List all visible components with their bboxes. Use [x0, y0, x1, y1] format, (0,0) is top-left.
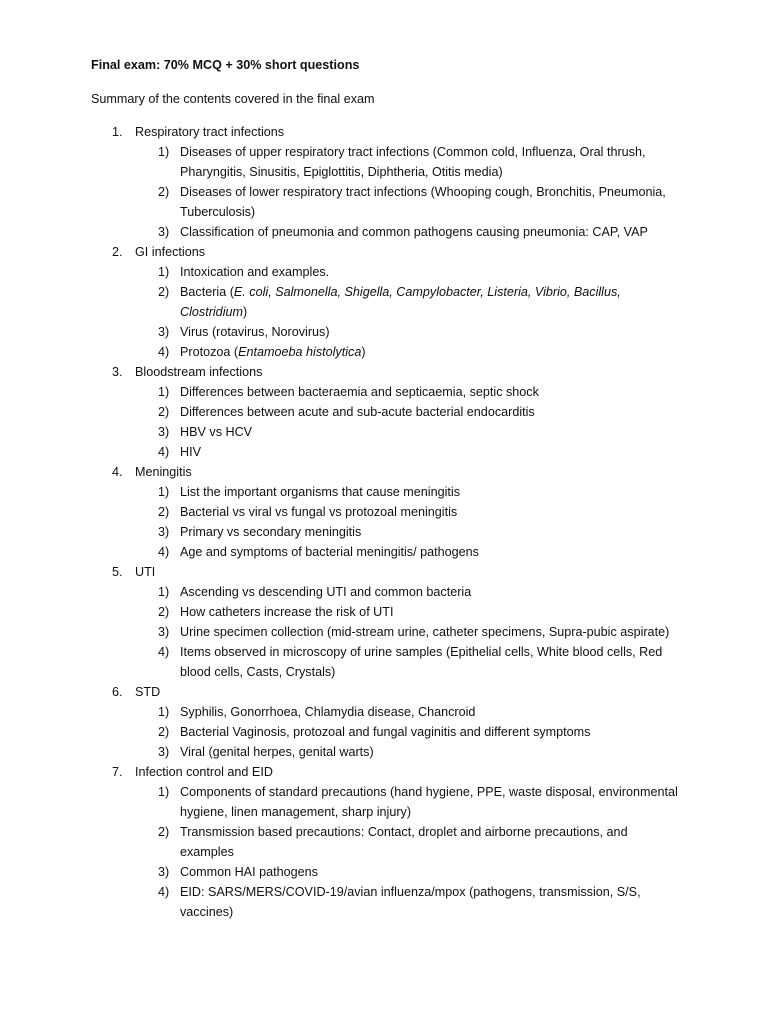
section-heading — [0, 122, 768, 142]
list-item — [0, 222, 680, 242]
section — [0, 762, 768, 922]
list-item — [0, 142, 680, 182]
item-text: HBV vs HCV — [180, 425, 253, 439]
list-item — [0, 382, 680, 402]
section-heading — [0, 362, 768, 382]
section-title: Meningitis — [135, 465, 192, 479]
section — [0, 462, 768, 562]
list-item — [0, 402, 680, 422]
item-number: 1) — [158, 385, 170, 399]
list-item — [0, 642, 680, 682]
item-text-suffix: ) — [361, 345, 366, 359]
item-text: Age and symptoms of bacterial meningitis/ pathogens — [180, 545, 479, 559]
section-heading — [0, 562, 768, 582]
section-title: UTI — [135, 565, 156, 579]
section-title: STD — [135, 685, 161, 699]
item-number: 4) — [158, 885, 170, 899]
section-number: 7. — [112, 765, 123, 779]
section-heading — [0, 462, 768, 482]
item-number: 1) — [158, 785, 170, 799]
section-title: Respiratory tract infections — [135, 125, 285, 139]
item-number: 4) — [158, 445, 170, 459]
list-item — [0, 282, 680, 322]
item-number: 1) — [158, 585, 170, 599]
item-number: 3) — [158, 425, 170, 439]
item-number: 2) — [158, 825, 170, 839]
list-item — [0, 262, 680, 282]
item-text-prefix: Protozoa ( — [180, 345, 239, 359]
item-text: Common HAI pathogens — [180, 865, 318, 879]
item-text-italic: E. coli, Salmonella, Shigella, Campylobacter, Listeria, Vibrio, Bacillus, Clostridium — [180, 285, 621, 319]
item-number: 4) — [158, 645, 170, 659]
section-heading — [0, 242, 768, 262]
item-text: EID: SARS/MERS/COVID-19/avian influenza/mpox (pathogens, transmission, S/S, vaccines) — [180, 885, 641, 919]
item-text: Syphilis, Gonorrhoea, Chlamydia disease, Chancroid — [180, 705, 476, 719]
section — [0, 682, 768, 762]
item-text: Bacterial Vaginosis, protozoal and fungal vaginitis and different symptoms — [180, 725, 591, 739]
list-item — [0, 782, 680, 822]
item-text: Urine specimen collection (mid-stream urine, catheter specimens, Supra-pubic aspirate) — [180, 625, 670, 639]
list-item — [0, 862, 680, 882]
item-text-prefix: Bacteria ( — [180, 285, 234, 299]
item-number: 2) — [158, 185, 170, 199]
item-number: 2) — [158, 605, 170, 619]
item-text: Differences between bacteraemia and septicaemia, septic shock — [180, 385, 539, 399]
list-item — [0, 582, 680, 602]
item-number: 3) — [158, 525, 170, 539]
item-text: Diseases of lower respiratory tract infections (Whooping cough, Bronchitis, Pneumonia, Tuberculosis) — [180, 185, 666, 219]
item-number: 4) — [158, 545, 170, 559]
item-number: 2) — [158, 405, 170, 419]
section-number: 4. — [112, 465, 123, 479]
item-text: Ascending vs descending UTI and common bacteria — [180, 585, 472, 599]
item-text: Items observed in microscopy of urine samples (Epithelial cells, White blood cells, Red blood cells, Casts, Crystals) — [180, 645, 663, 679]
item-text: How catheters increase the risk of UTI — [180, 605, 394, 619]
item-number: 1) — [158, 145, 170, 159]
list-item — [0, 542, 680, 562]
section — [0, 562, 768, 682]
item-text: HIV — [180, 445, 201, 459]
item-text: Transmission based precautions: Contact, droplet and airborne precautions, and examples — [180, 825, 628, 859]
list-item — [0, 702, 680, 722]
item-number: 3) — [158, 745, 170, 759]
section-heading — [0, 682, 768, 702]
list-item — [0, 182, 680, 222]
item-text-suffix: ) — [242, 305, 248, 319]
item-number: 1) — [158, 485, 170, 499]
list-item — [0, 522, 680, 542]
section-title: Bloodstream infections — [135, 365, 263, 379]
item-text: Components of standard precautions (hand hygiene, PPE, waste disposal, environmental hygiene, linen management, sharp injury) — [180, 785, 678, 819]
item-text: Differences between acute and sub-acute bacterial endocarditis — [180, 405, 535, 419]
item-text: Intoxication and examples. — [180, 265, 330, 279]
item-number: 1) — [158, 265, 170, 279]
item-number: 3) — [158, 625, 170, 639]
section-number: 5. — [112, 565, 123, 579]
item-number: 3) — [158, 325, 170, 339]
list-item — [0, 442, 680, 462]
item-text: Bacterial vs viral vs fungal vs protozoal meningitis — [180, 505, 458, 519]
list-item — [0, 882, 680, 922]
list-item — [0, 422, 680, 442]
section-number: 1. — [112, 125, 123, 139]
list-item — [0, 342, 680, 362]
item-text: List the important organisms that cause meningitis — [180, 485, 460, 499]
item-number: 2) — [158, 505, 170, 519]
section-number: 3. — [112, 365, 123, 379]
section-title: Infection control and EID — [135, 765, 273, 779]
item-number: 3) — [158, 865, 170, 879]
list-item — [0, 742, 680, 762]
item-text: Primary vs secondary meningitis — [180, 525, 362, 539]
section-title: GI infections — [135, 245, 205, 259]
list-item — [0, 722, 680, 742]
list-item — [0, 502, 680, 522]
list-item — [0, 622, 680, 642]
item-number: 3) — [158, 225, 170, 239]
item-text-italic: Entamoeba histolytica — [238, 345, 362, 359]
section — [0, 362, 768, 462]
section — [0, 242, 768, 362]
list-item — [0, 602, 680, 622]
list-item — [0, 822, 680, 862]
exam-heading: Final exam: 70% MCQ + 30% short questions — [91, 58, 360, 72]
item-text: Viral (genital herpes, genital warts) — [180, 745, 374, 759]
item-number: 4) — [158, 345, 170, 359]
item-number: 2) — [158, 725, 170, 739]
section-number: 2. — [112, 245, 123, 259]
list-item — [0, 482, 680, 502]
item-number: 2) — [158, 285, 170, 299]
section-number: 6. — [112, 685, 123, 699]
summary-line: Summary of the contents covered in the final exam — [91, 92, 375, 106]
item-text: Diseases of upper respiratory tract infections (Common cold, Influenza, Oral thrush, Pharyngitis, Sinusitis, Epiglottitis, Diphtheria, Otitis media) — [180, 145, 646, 179]
item-text: Classification of pneumonia and common pathogens causing pneumonia: CAP, VAP — [180, 225, 648, 239]
sections-list — [0, 122, 768, 922]
section-heading — [0, 762, 768, 782]
item-number: 1) — [158, 705, 170, 719]
item-text: Virus (rotavirus, Norovirus) — [180, 325, 330, 339]
section — [0, 122, 768, 242]
list-item — [0, 322, 680, 342]
